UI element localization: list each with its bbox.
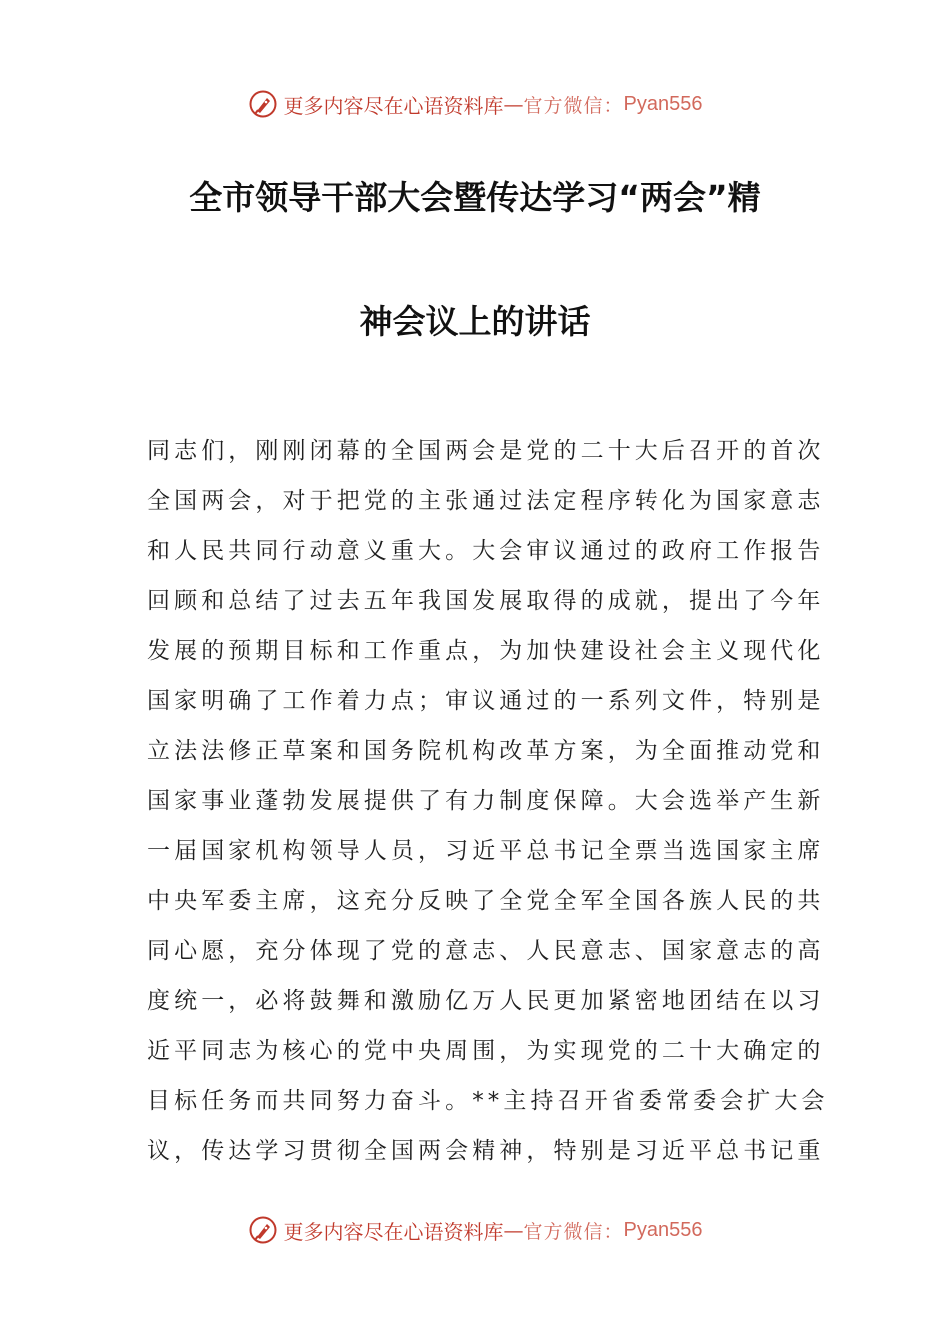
- wechat-id: Pyan556: [623, 92, 703, 115]
- body-paragraph: [147, 426, 829, 1176]
- body-line: 立法法修正草案和国务院机构改革方案，为全面推动党和: [147, 738, 825, 764]
- body-line: 议，传达学习贯彻全国两会精神，特别是习近平总书记重: [147, 1138, 825, 1164]
- body-line: 同志们，刚刚闭幕的全国两会是党的二十大后召开的首次: [147, 438, 825, 464]
- body-line: 目标任务而共同努力奋斗。**主持召开省委常委会扩大会: [147, 1088, 829, 1114]
- body-line: 国家事业蓬勃发展提供了有力制度保障。大会选举产生新: [147, 788, 825, 814]
- banner-separator: —: [503, 92, 524, 116]
- pen-nib-logo-icon: [248, 89, 278, 119]
- header-banner: [0, 84, 950, 124]
- banner-separator: —: [503, 1218, 524, 1242]
- footer-banner: [0, 1210, 950, 1250]
- body-line: 近平同志为核心的党中央周围，为实现党的二十大确定的: [147, 1038, 825, 1064]
- document-title-line1: 全市领导干部大会暨传达学习“两会”精: [189, 178, 761, 217]
- pen-nib-logo-icon: [248, 1215, 278, 1245]
- wechat-label: 官方微信：: [523, 1220, 624, 1243]
- library-text: 更多内容尽在心语资料库: [283, 93, 504, 118]
- document-title-line2: 神会议上的讲话: [359, 302, 591, 341]
- library-text: 更多内容尽在心语资料库: [283, 1219, 504, 1244]
- wechat-label: 官方微信：: [523, 94, 624, 117]
- body-line: 国家明确了工作着力点；审议通过的一系列文件，特别是: [147, 688, 825, 714]
- body-line: 中央军委主席，这充分反映了全党全军全国各族人民的共: [147, 888, 825, 914]
- body-line: 度统一，必将鼓舞和激励亿万人民更加紧密地团结在以习: [147, 988, 825, 1014]
- body-line: 一届国家机构领导人员，习近平总书记全票当选国家主席: [147, 838, 825, 864]
- body-line: 回顾和总结了过去五年我国发展取得的成就，提出了今年: [147, 588, 825, 614]
- body-line: 发展的预期目标和工作重点，为加快建设社会主义现代化: [147, 638, 825, 664]
- body-line: 全国两会，对于把党的主张通过法定程序转化为国家意志: [147, 488, 825, 514]
- body-line: 和人民共同行动意义重大。大会审议通过的政府工作报告: [147, 538, 825, 564]
- body-line: 同心愿，充分体现了党的意志、人民意志、国家意志的高: [147, 938, 825, 964]
- wechat-id: Pyan556: [623, 1218, 703, 1241]
